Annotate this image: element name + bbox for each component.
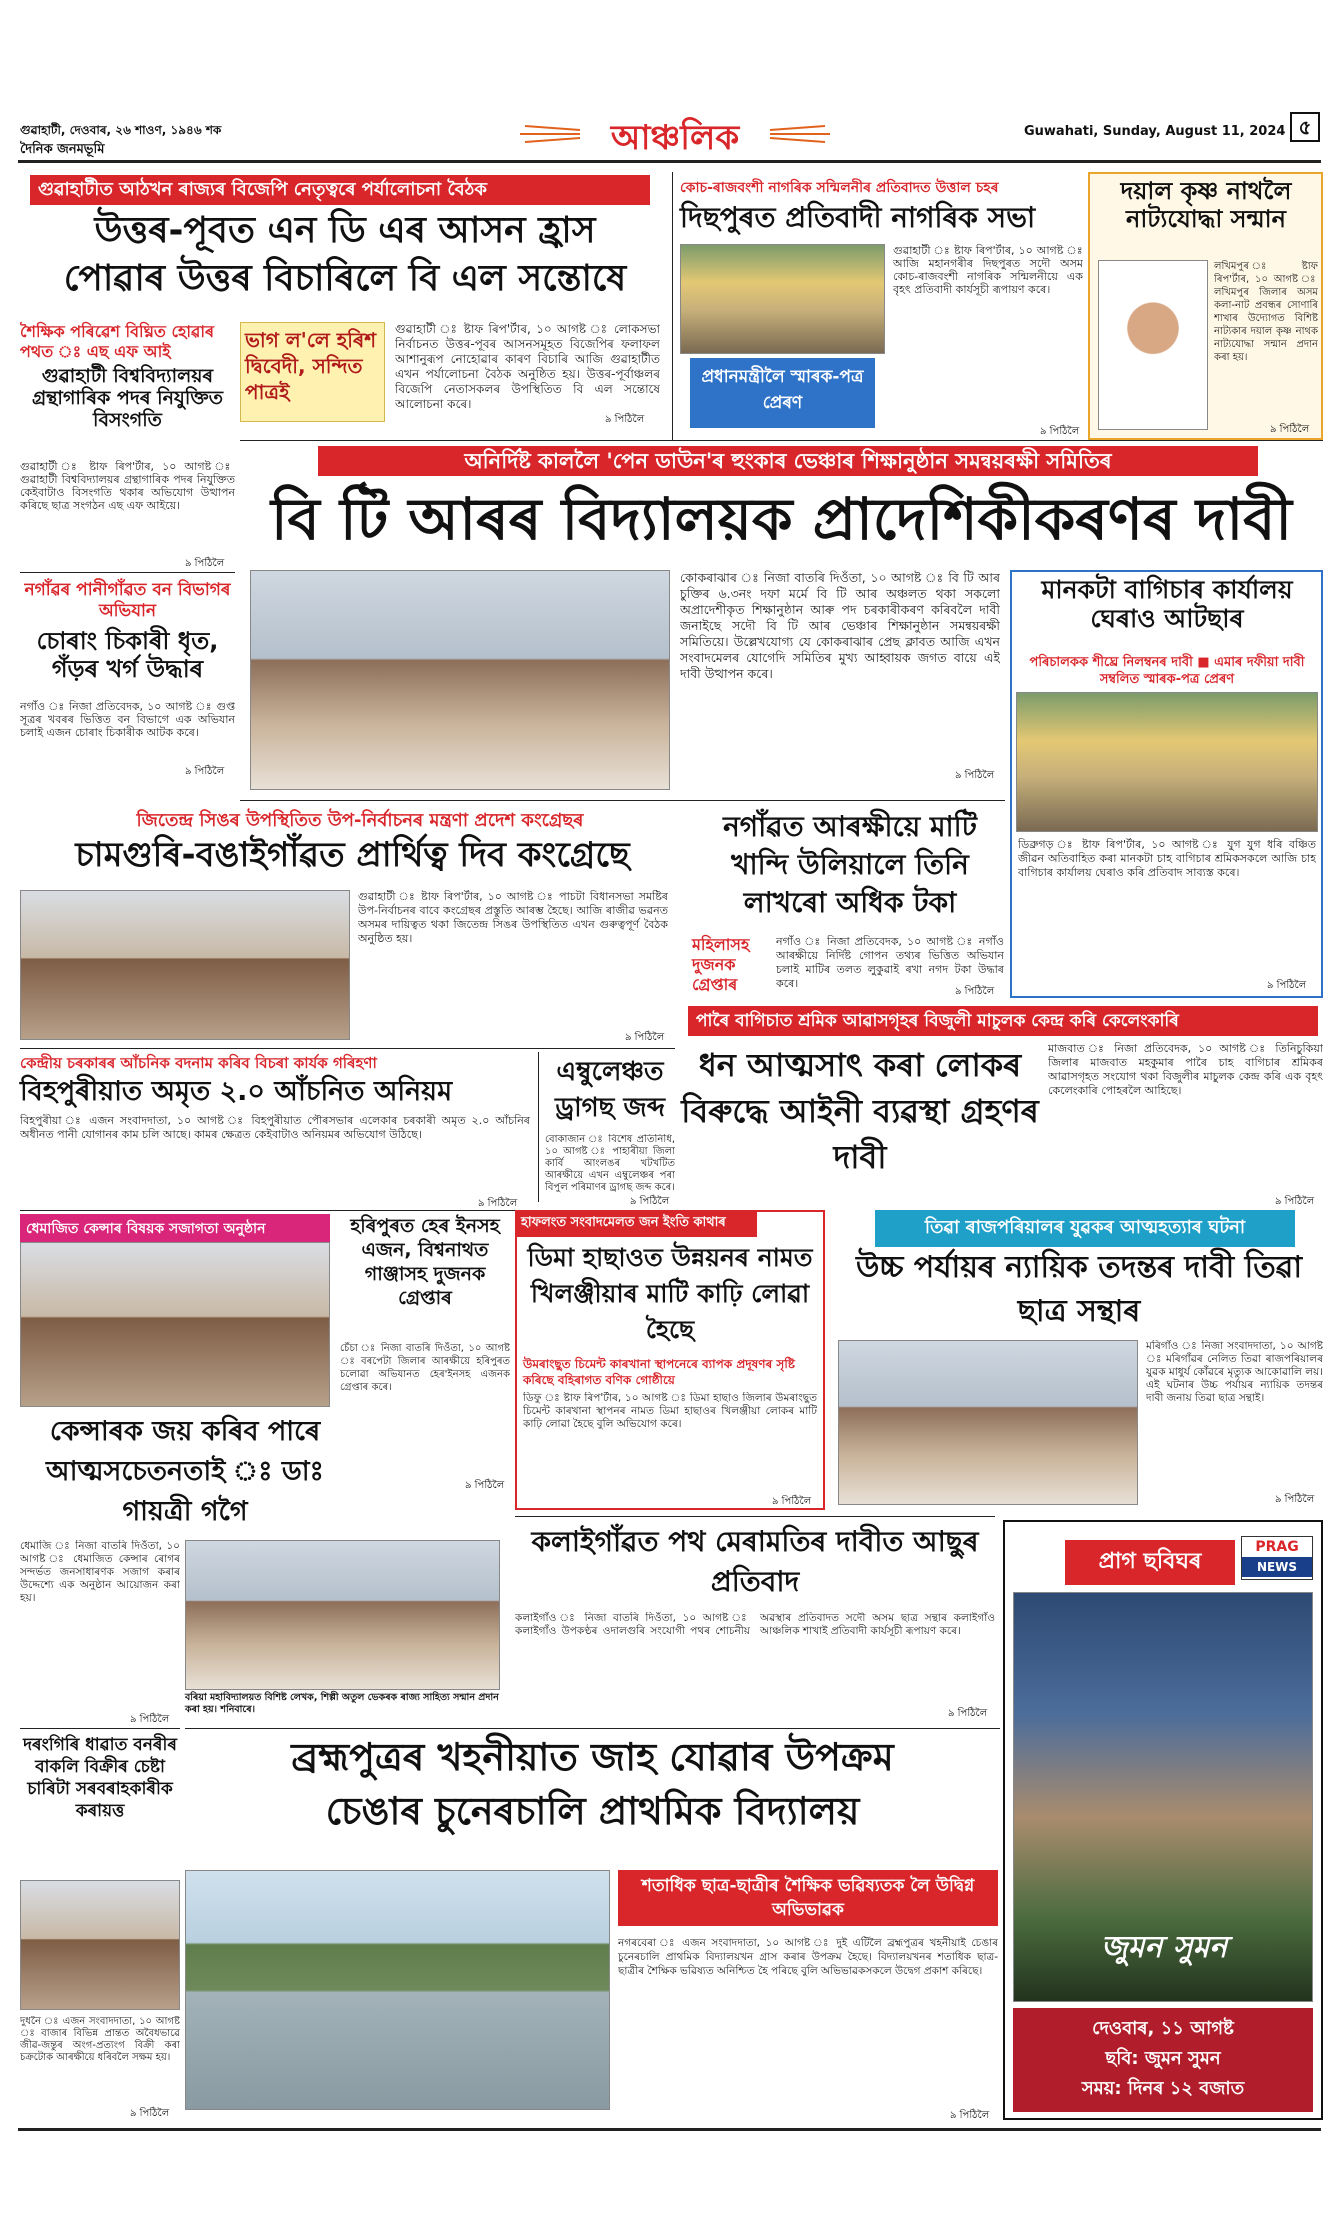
erosion-banner: শতাধিক ছাত্ৰ-ছাত্ৰীৰ শৈক্ষিক ভৱিষ্যতক লৈ উদ্বিগ্ন অভিভাৱক	[618, 1870, 998, 1926]
erosion-headline-2: চেঙাৰ চুনেৰচালি প্ৰাথমিক বিদ্যালয়	[325, 1789, 860, 1833]
erosion-body: নগৰবেৰা ঃ এজন সংবাদদাতা, ১০ আগষ্ট ঃ দুই এটিলৈ ব্ৰহ্মপুত্ৰৰ খহনীয়াই চেঙাৰ চুনেৰচালি প্ৰাথমিক বিদ্যালয়খন গ্ৰাস কৰাৰ উপক্ৰম হৈছে। বিদ্যালয়খনৰ শতাধিক ছাত্ৰ-ছাত্ৰীৰ শৈক্ষিক ভৱিষ্যত অনিশ্চিত হৈ পৰিছে বুলি অভিভাৱকসকলে উদ্বেগ প্ৰকাশ কৰিছে।	[618, 1937, 998, 1977]
forest-body: নগাঁও ঃ নিজা প্ৰতিবেদক, ১০ আগষ্ট ঃ গুপ্ত সূত্ৰৰ খবৰৰ ভিত্তিত বন বিভাগে এক অভিযান চলাই এজন চোৰাং চিকাৰীক আটক কৰে।	[20, 700, 235, 739]
tiwa-headline: উচ্চ পৰ্যায়ৰ ন্যায়িক তদন্তৰ দাবী তিৱা ছাত্ৰ সন্থাৰ	[855, 1250, 1303, 1329]
amrut-headline: বিহপুৰীয়াত অমৃত ২.০ আঁচনিত অনিয়ম	[20, 1076, 453, 1107]
mazbat-banner: পাৰৈ বাগিচাত শ্ৰমিক আৱাসগৃহৰ বিজুলী মাচুলক কেন্দ্ৰ কৰি কেলেংকাৰি	[688, 1006, 1318, 1036]
ad-time: সময়: দিনৰ ১২ বজাত	[1081, 2078, 1245, 2099]
forest-continued: ৯ পিঠিলৈ	[185, 766, 225, 777]
ambulance-continued: ৯ পিঠিলৈ	[630, 1196, 670, 1207]
dayal-portrait	[1098, 260, 1208, 430]
tiwa-photo	[838, 1340, 1138, 1505]
heroin-continued: ৯ পিঠিলৈ	[465, 1480, 505, 1491]
prag-logo-top: PRAG	[1255, 1539, 1299, 1555]
road-headline: কলাইগাঁৱত পথ মেৰামতিৰ দাবীত আছুৰ প্ৰতিবাদ	[531, 1525, 979, 1598]
tea-continued: ৯ পিঠিলৈ	[1267, 980, 1307, 991]
bjp-side-headline	[240, 322, 385, 422]
darang-body: দুধনৈ ঃ এজন সংবাদদাতা, ১০ আগষ্ট ঃ বাজাৰ বিভিন্ন প্ৰান্তত অবৈধভাৱে জীৱ-জন্তুৰ অংগ-প্ৰত্যংগ বিক্ৰী কৰা চক্ৰটোক আৰক্ষীয়ে ধৰিবলৈ সক্ষম হয়।	[20, 2016, 180, 2063]
koch-caption: প্ৰধানমন্ত্ৰীলৈ স্মাৰক-পত্ৰ প্ৰেৰণ	[701, 367, 864, 413]
gu-continued: ৯ পিঠিলৈ	[185, 558, 225, 569]
tea-headline: মানকটা বাগিচাৰ কাৰ্যালয় ঘেৰাও আটছাৰ	[1041, 575, 1293, 633]
amrut-body: বিহপুৰীয়া ঃ এজন সংবাদদাতা, ১০ আগষ্ট ঃ বিহপুৰীয়াত পৌৰসভাৰ এলেকাৰ চৰকাৰী অমৃত ২.০ আঁচনিৰ অধীনত পানী যোগানৰ কাম চলি আছে। কামৰ ক্ষেত্ৰত কেইবাটাও অনিয়মৰ অভিযোগ উঠিছে।	[20, 1114, 530, 1141]
forest-headline: চোৰাং চিকাৰী ধৃত, গঁড়ৰ খৰ্গ উদ্ধাৰ	[36, 627, 219, 683]
ad-film: ছবি: জুমন সুমন	[1105, 2048, 1221, 2069]
bt-body: কোকৰাঝাৰ ঃ নিজা বাতৰি দিওঁতা, ১০ আগষ্ট ঃ বি টি আৰ চুক্তিৰ ৬.৩নং দফা মৰ্মে বি টি আৰ অঞ্চলত থকা সকলো অপ্ৰাদেশীকৃত শিক্ষানুষ্ঠান আৰু পদ চৰকাৰীকৰণ কৰিবলৈ দাবী জনাইছে সদৌ বি টি আৰ ভেঞ্চাৰ শিক্ষানুষ্ঠান সমন্বয়ৰক্ষী সমিতিয়ে। উল্লেখযোগ্য যে কোকৰাঝাৰ প্ৰেছ ক্লাবত আজি এখন সংবাদমেলৰ যোগেদি সমিতিৰ মুখ্য আহ্বায়ক জগত বায়ে এই দাবী উত্থাপন কৰে।	[680, 570, 1000, 681]
section-title: আঞ্চলিক	[610, 118, 740, 158]
gu-headline: গুৱাহাটী বিশ্ববিদ্যালয়ৰ গ্ৰন্থাগাৰিক পদৰ নিযুক্তিত বিসংগতি	[31, 365, 224, 431]
mazbat-body: মাজবাত ঃ নিজা প্ৰতিবেদক, ১০ আগষ্ট ঃ তিনিচুকিয়া জিলাৰ মাজবাত মহকুমাৰ পাৰৈ চাহ বাগিচাৰ শ্ৰমিকৰ আৱাসগৃহত সংযোগ থকা বিজুলীৰ মাচুলক কেন্দ্ৰ কৰি এক বৃহৎ কেলেংকাৰি পোহৰলৈ আহিছে।	[1048, 1042, 1323, 1097]
koch-kicker: কোচ-ৰাজবংশী নাগৰিক সন্মিলনীৰ প্ৰতিবাদত উত্তাল চহৰ	[680, 180, 999, 196]
dima-banner: হাফলংত সংবাদমেলত জন ইংতি কাথাৰ	[515, 1210, 757, 1237]
cancer-continued: ৯ পিঠিলৈ	[130, 1714, 170, 1725]
koch-body: গুৱাহাটী ঃ ষ্টাফ ৰিপ'ৰ্টাৰ, ১০ আগষ্ট ঃ আজি মহানগৰীৰ দিছপুৰত সদৌ অসম কোচ-ৰাজবংশী নাগৰিক সন্মিলনীয়ে এক বৃহৎ প্ৰতিবাদী কাৰ্যসূচী ৰূপায়ণ কৰে।	[893, 244, 1083, 296]
section-emblem	[510, 112, 840, 156]
darang-headline: দৰংগিৰি ধাৱাত বনৰীৰ বাকলি বিক্ৰীৰ চেষ্টা চাৰিটা সৰবৰাহকাৰীক কৰায়ত্ত	[23, 1735, 177, 1821]
darang-continued: ৯ পিঠিলৈ	[130, 2108, 170, 2119]
heroin-body: চেঁচা ঃ নিজা বাতৰি দিওঁতা, ১০ আগষ্ট ঃ বৰপেটা জিলাৰ আৰক্ষীয়ে হৰিপুৰত চলোৱা অভিযানত হেৰ'ইনসহ এজনক গ্ৰেপ্তাৰ কৰে।	[340, 1343, 510, 1393]
police-body: নগাঁও ঃ নিজা প্ৰতিবেদক, ১০ আগষ্ট ঃ নগাঁও আৰক্ষীয়ে নিৰ্দিষ্ট গোপন তথ্যৰ ভিত্তিত অভিযান চলাই মাটিৰ তলত লুকুৱাই ৰখা নগদ টকা উদ্ধাৰ কৰে।	[776, 935, 1004, 990]
tiwa-banner: তিৱা ৰাজপৰিয়ালৰ যুৱকৰ আত্মহত্যাৰ ঘটনা	[875, 1210, 1295, 1247]
bjp-side-headline-text: ভাগ ল'লে হৰিশ দ্বিবেদী, সন্দিত পাত্ৰই	[245, 328, 377, 404]
dima-box	[515, 1210, 825, 1510]
bt-continued: ৯ পিঠিলৈ	[955, 770, 995, 781]
police-headline: নগাঁৱত আৰক্ষীয়ে মাটি খান্দি উলিয়ালে তিনি লাখৰো অধিক টকা	[723, 810, 977, 919]
congress-continued: ৯ পিঠিলৈ	[625, 1032, 665, 1043]
dayal-box	[1088, 172, 1323, 440]
amrut-kicker: কেন্দ্ৰীয় চৰকাৰৰ আঁচনিক বদনাম কৰিব বিচৰা কাৰ্যক গৰিহণা	[20, 1054, 377, 1072]
koch-headline: দিছপুৰত প্ৰতিবাদী নাগৰিক সভা	[680, 201, 1036, 234]
ad-brand: প্ৰাগ ছবিঘৰ	[1065, 1540, 1235, 1585]
ad-day: দেওবাৰ, ১১ আগষ্ট	[1092, 2018, 1234, 2039]
bjp-headline-1: উত্তৰ-পূবত এন ডি এৰ আসন হ্ৰাস	[94, 210, 596, 251]
bt-headline: বি টি আৰৰ বিদ্যালয়ক প্ৰাদেশিকীকৰণৰ দাবী	[270, 485, 1293, 553]
gu-body: গুৱাহাটী ঃ ষ্টাফ ৰিপ'ৰ্টাৰ, ১০ আগষ্ট ঃ গুৱাহাটী বিশ্ববিদ্যালয়ৰ গ্ৰন্থাগাৰিক পদৰ নিযুক্তিত কেইবাটাও বিসংগতি থকাৰ অভিযোগ উত্থাপন কৰিছে ছাত্ৰ সংগঠন এছ এফ আইয়ে।	[20, 460, 235, 512]
road-body: কলাইগাঁও ঃ নিজা বাতৰি দিওঁতা, ১০ আগষ্ট ঃ কলাইগাঁও উপকণ্ঠৰ ওদালগুৰি সংযোগী পথৰ শোচনীয় অৱস্থাৰ প্ৰতিবাদত সদৌ অসম ছাত্ৰ সন্থাৰ কলাইগাঁও আঞ্চলিক শাখাই প্ৰতিবাদী কাৰ্যসূচী ৰূপায়ণ কৰে।	[515, 1612, 995, 1637]
road-continued: ৯ পিঠিলৈ	[948, 1708, 988, 1719]
dayal-continued: ৯ পিঠিলৈ	[1270, 424, 1310, 435]
heroin-headline: হৰিপুৰত হেৰ ইনসহ এজন, বিশ্বনাথত গাঞ্জাসহ দুজনক গ্ৰেপ্তাৰ	[350, 1215, 500, 1309]
dima-continued: ৯ পিঠিলৈ	[772, 1496, 812, 1507]
bt-photo	[250, 570, 670, 790]
ambulance-headline: এম্বুলেঞ্চত ড্ৰাগছ জব্দ	[555, 1057, 665, 1123]
congress-body: গুৱাহাটী ঃ ষ্টাফ ৰিপ'ৰ্টাৰ, ১০ আগষ্ট ঃ পাচটা বিধানসভা সমষ্টিৰ উপ-নিৰ্বাচনৰ বাবে কংগ্ৰেছৰ প্ৰস্তুতি আৰম্ভ হৈছে। আজি ৰাজীৱ ভৱনত অসমৰ দায়িত্বত থকা জিতেন্দ্ৰ সিঙৰ উপস্থিতিত এখন গুৰুত্বপূৰ্ণ বৈঠক অনুষ্ঠিত হয়।	[358, 890, 668, 945]
ambulance-body: বোকাজান ঃ বিশেষ প্ৰতিনিধি, ১০ আগষ্ট ঃ পাহাৰীয়া জিলা কাৰ্বি আংলঙৰ খটখটিত আৰক্ষীয়ে এখন এম্বুলেঞ্চৰ পৰা বিপুল পৰিমাণৰ ড্ৰাগছ জব্দ কৰে।	[545, 1134, 675, 1193]
prag-news-logo	[1241, 1536, 1313, 1580]
dima-headline: ডিমা হাছাওত উন্নয়নৰ নামত খিলঞ্জীয়াৰ মাটি কাঢ়ি লোৱা হৈছে	[527, 1243, 813, 1344]
bjp-headline-2: পোৱাৰ উত্তৰ বিচাৰিলে বি এল সন্তোষে	[63, 258, 627, 299]
dayal-body: লখিমপুৰ ঃ ষ্টাফ ৰিপ'ৰ্টাৰ, ১০ আগষ্ট ঃ লখিমপুৰ জিলাৰ অসম কলা-নাট প্ৰবন্ধৰ সোণাৰি শাখাৰ উদ্যোগত বিশিষ্ট নাট্যকাৰ দয়াল কৃষ্ণ নাথক নাট্যযোদ্ধা সন্মান প্ৰদান কৰা হয়।	[1214, 261, 1318, 363]
movie-title: জুমন সুমন	[1100, 1930, 1228, 1965]
dima-kicker: উমৰাংছুত চিমেন্ট কাৰখানা স্থাপনেৰে ব্যাপক প্ৰদূষণৰ সৃষ্টি কৰিছে বহিৰাগত বণিক গোষ্ঠীয়ে	[523, 1357, 795, 1387]
cancer-body: ধেমাজি ঃ নিজা বাতৰি দিওঁতা, ১০ আগষ্ট ঃ ধেমাজিত কেন্সাৰ ৰোগৰ সন্দৰ্ভত জনসাধাৰণক সজাগ কৰাৰ উদ্দেশ্যে এক অনুষ্ঠান আয়োজন কৰা হয়।	[20, 1540, 180, 1604]
forest-kicker: নগাঁৱৰ পানীগাঁৱত বন বিভাগৰ অভিযান	[24, 580, 231, 621]
erosion-headline-1: ব্ৰহ্মপুত্ৰৰ খহনীয়াত জাহ যোৱাৰ উপক্ৰম	[291, 1735, 894, 1779]
gu-kicker: শৈক্ষিক পৰিৱেশ বিঘ্নিত হোৱাৰ পথত ঃ এছ এফ আই	[20, 322, 215, 361]
mazbat-headline: ধন আত্মসাৎ কৰা লোকৰ বিৰুদ্ধে আইনী ব্যৱস্থা গ্ৰহণৰ দাবী	[681, 1046, 1039, 1176]
prag-ad	[1003, 1520, 1323, 2120]
bjp-banner: গুৱাহাটীত আঠখন ৰাজ্যৰ বিজেপি নেতৃত্বৰে পৰ্যালোচনা বৈঠক	[30, 175, 650, 205]
award-caption: বৰিয়া মহাবিদ্যালয়ত বিশিষ্ট লেখক, শিল্পী অতুল ভেকৰক ৰাজ্য সাহিত্য সন্মান প্ৰদান কৰা হয়। শনিবাৰে।	[185, 1692, 499, 1715]
movie-poster	[1013, 1592, 1313, 2002]
cancer-photo	[20, 1242, 330, 1407]
date-right: Guwahati, Sunday, August 11, 2024	[1024, 124, 1286, 139]
congress-banner: জিতেন্দ্ৰ সিঙৰ উপস্থিতিত উপ-নিৰ্বাচনৰ মন্ত্ৰণা প্ৰদেশ কংগ্ৰেছৰ	[136, 810, 584, 831]
ad-info	[1013, 2008, 1313, 2112]
paper-name: দৈনিক জনমভূমি	[20, 142, 105, 157]
tiwa-continued: ৯ পিঠিলৈ	[1275, 1494, 1315, 1505]
tiwa-body: মৰিগাঁও ঃ নিজা সংবাদদাতা, ১০ আগষ্ট ঃ মৰিগাঁৱৰ নেলিত তিৱা ৰাজপৰিয়ালৰ যুৱক মাধুৰ্য কোঁৱৰে মৃত্যুক আকোৱালি লয়। এই ঘটনাৰ উচ্চ পৰ্যায়ৰ ন্যায়িক তদন্তৰ দাবী জনায় তিৱা ছাত্ৰ সন্থাই।	[1146, 1340, 1323, 1404]
congress-photo	[20, 890, 350, 1040]
erosion-continued: ৯ পিঠিলৈ	[950, 2110, 990, 2121]
tea-box	[1010, 570, 1323, 998]
erosion-photo	[185, 1870, 610, 2110]
congress-headline: চামগুৰি-বঙাইগাঁৱত প্ৰাৰ্থিত্ব দিব কংগ্ৰেছে	[75, 835, 630, 875]
koch-continued: ৯ পিঠিলৈ	[1040, 426, 1080, 437]
bjp-continued: ৯ পিঠিলৈ	[605, 414, 645, 425]
award-photo	[185, 1540, 500, 1690]
police-continued: ৯ পিঠিলৈ	[955, 986, 995, 997]
amrut-continued: ৯ পিঠিলৈ	[478, 1198, 518, 1209]
cancer-banner: ধেমাজিত কেন্সাৰ বিষয়ক সজাগতা অনুষ্ঠান	[20, 1214, 330, 1244]
prag-logo-bottom: NEWS	[1242, 1557, 1312, 1577]
darang-photo	[20, 1880, 180, 2010]
bjp-body: গুৱাহাটী ঃ ষ্টাফ ৰিপ'ৰ্টাৰ, ১০ আগষ্ট ঃ লোকসভা নিৰ্বাচনত উত্তৰ-পূবৰ আসনসমূহত বিজেপিৰ ফলাফল আশানুৰূপ নোহোৱাৰ কাৰণ বিচাৰি আজি গুৱাহাটীত এখন পৰ্যালোচনা বৈঠক অনুষ্ঠিত হয়। উত্তৰ-পূৰ্বাঞ্চলৰ বিজেপি নেতাসকলৰ উপস্থিতিত বি এল সন্তোষে আলোচনা কৰে।	[395, 322, 660, 411]
bt-banner: অনিৰ্দিষ্ট কাললৈ 'পেন ডাউন'ৰ হুংকাৰ ভেঞ্চাৰ শিক্ষানুষ্ঠান সমন্বয়ৰক্ষী সমিতিৰ	[318, 446, 1258, 476]
tea-body: ডিব্ৰুগড় ঃ ষ্টাফ ৰিপ'ৰ্টাৰ, ১০ আগষ্ট ঃ যুগ যুগ ধৰি বঞ্চিত জীৱন অতিবাহিত কৰা মানকটা চাহ বাগিচাৰ শ্ৰমিকসকলে আজি চাহ বাগিচাৰ কাৰ্যালয় ঘেৰাও কৰি প্ৰতিবাদ সাব্যস্ত কৰে।	[1018, 838, 1316, 879]
dayal-headline: দয়াল কৃষ্ণ নাথলৈ নাট্যযোদ্ধা সন্মান	[1120, 177, 1292, 233]
police-kicker: মহিলাসহ দুজনক গ্ৰেপ্তাৰ	[692, 935, 750, 994]
page-number: ৫	[1290, 112, 1320, 142]
koch-caption-box	[690, 358, 875, 428]
masthead	[0, 0, 1337, 158]
mazbat-continued: ৯ পিঠিলৈ	[1275, 1196, 1315, 1207]
tea-photo	[1016, 692, 1318, 832]
dima-body: ডিফু ঃ ষ্টাফ ৰিপ'ৰ্টাৰ, ১০ আগষ্ট ঃ ডিমা হাছাও জিলাৰ উমৰাংছুত চিমেন্ট কাৰখানা স্থাপনৰ নামত ডিমা হাছাওৰ খিলঞ্জীয়া লোকৰ মাটি কাঢ়ি লোৱা হৈছে বুলি অভিযোগ কৰে।	[523, 1392, 817, 1430]
date-left: গুৱাহাটী, দেওবাৰ, ২৬ শাওণ, ১৯৪৬ শক	[20, 123, 222, 137]
tea-kicker: পৰিচালকক শীঘ্ৰে নিলম্বনৰ দাবী ■ এমাৰ দফীয়া দাবী সম্বলিত স্মাৰক-পত্ৰ প্ৰেৰণ	[1029, 655, 1305, 687]
cancer-headline: কেন্সাৰক জয় কৰিব পাৰে আত্মসচেতনতাই ঃ ডাঃ গায়ত্ৰী গগৈ	[46, 1416, 324, 1527]
koch-photo	[680, 244, 885, 354]
